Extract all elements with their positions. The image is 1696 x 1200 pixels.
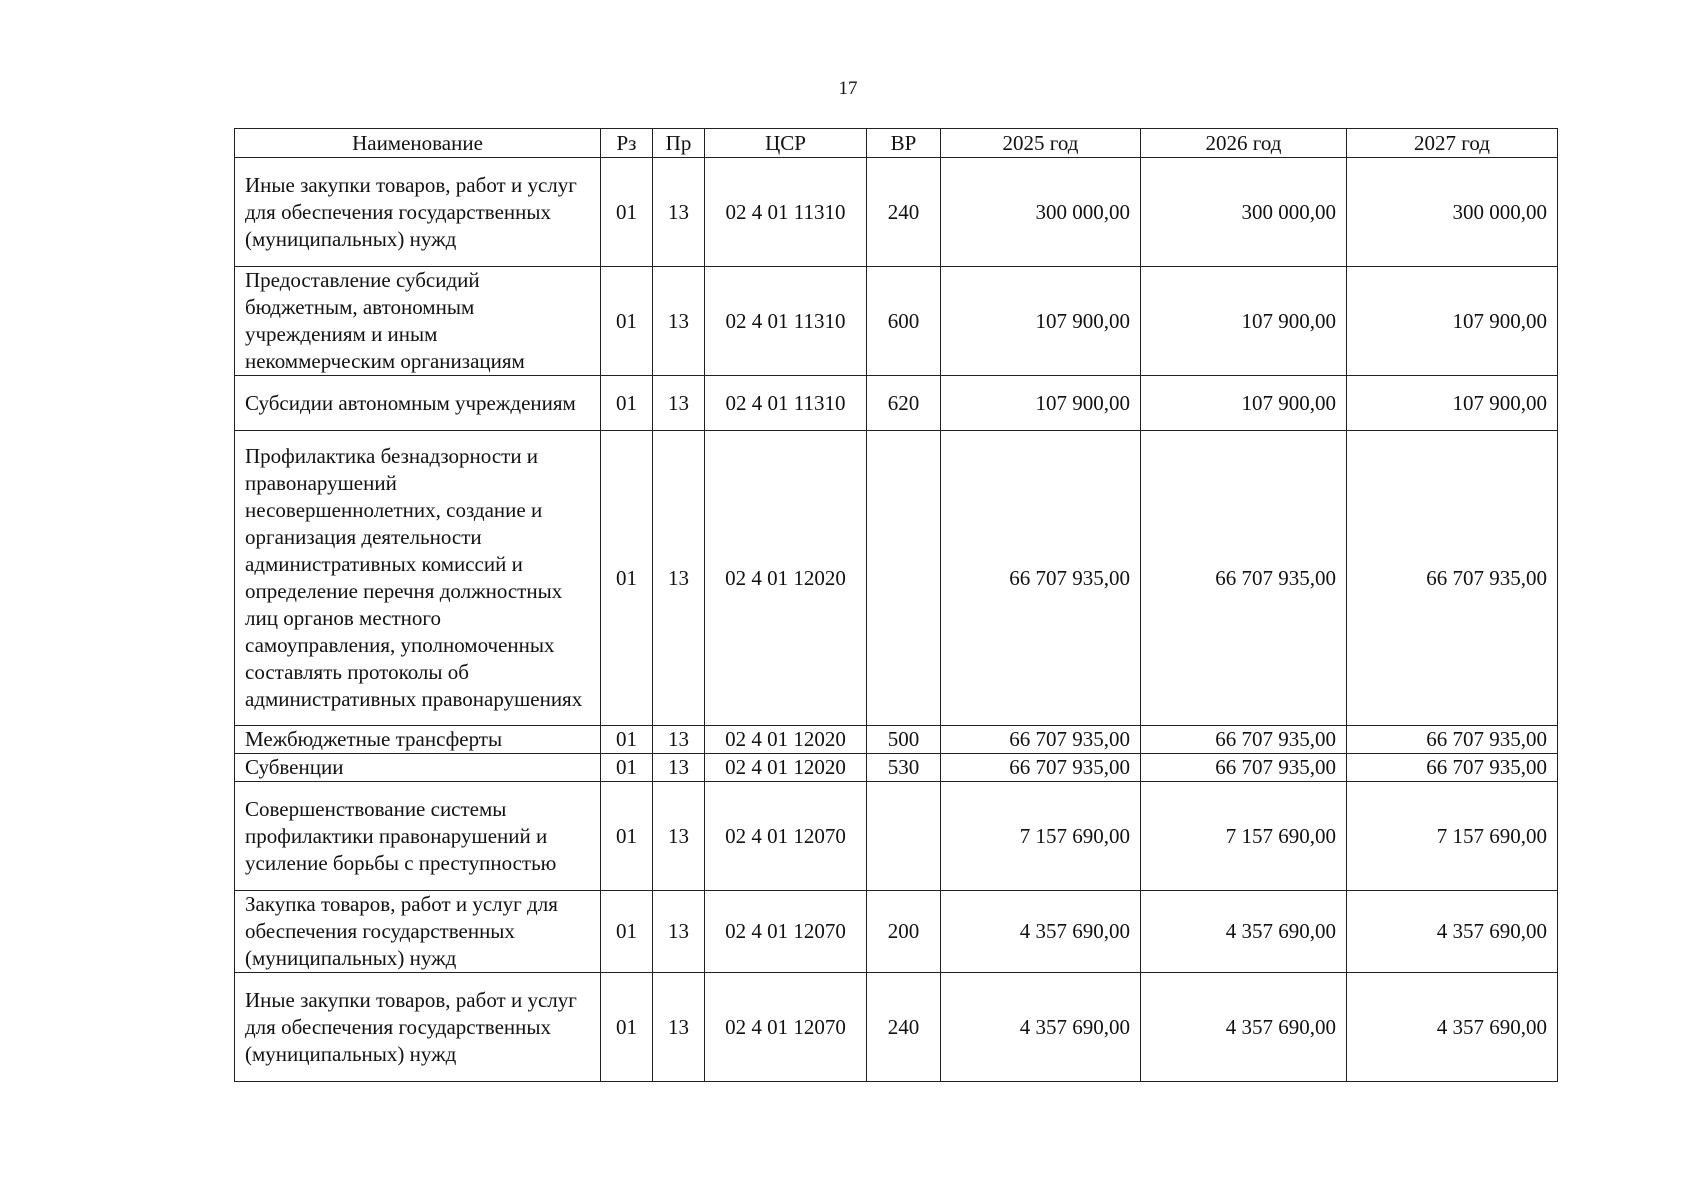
row-csr: 02 4 01 12070 [705, 973, 867, 1082]
row-pr: 13 [653, 431, 705, 726]
row-rz: 01 [601, 376, 653, 431]
row-2026: 107 900,00 [1141, 267, 1347, 376]
row-vr: 620 [867, 376, 941, 431]
row-2027: 66 707 935,00 [1347, 431, 1558, 726]
table-row [235, 754, 1558, 782]
row-2025: 66 707 935,00 [941, 726, 1141, 754]
header-vr: ВР [867, 129, 941, 158]
row-vr [867, 431, 941, 726]
row-name: Иные закупки товаров, работ и услуг для обеспечения государственных (муниципальных) нужд [235, 973, 601, 1082]
row-rz: 01 [601, 726, 653, 754]
row-2025: 300 000,00 [941, 158, 1141, 267]
row-csr: 02 4 01 12020 [705, 754, 867, 782]
row-2027: 300 000,00 [1347, 158, 1558, 267]
header-2025: 2025 год [941, 129, 1141, 158]
row-2025: 66 707 935,00 [941, 431, 1141, 726]
row-pr: 13 [653, 973, 705, 1082]
row-pr: 13 [653, 267, 705, 376]
row-name: Межбюджетные трансферты [235, 726, 601, 754]
row-name: Совершенствование системы профилактики правонарушений и усиление борьбы с преступностью [235, 782, 601, 891]
row-name: Иные закупки товаров, работ и услуг для обеспечения государственных (муниципальных) нужд [235, 158, 601, 267]
budget-table [234, 128, 1558, 1082]
row-rz: 01 [601, 782, 653, 891]
row-name: Предоставление субсидий бюджетным, автономным учреждениям и иным некоммерческим организациям [235, 267, 601, 376]
table-row [235, 267, 1558, 376]
row-rz: 01 [601, 973, 653, 1082]
row-2026: 107 900,00 [1141, 376, 1347, 431]
row-2025: 66 707 935,00 [941, 754, 1141, 782]
row-pr: 13 [653, 891, 705, 973]
header-row [235, 129, 1558, 158]
row-rz: 01 [601, 754, 653, 782]
row-rz: 01 [601, 267, 653, 376]
row-rz: 01 [601, 431, 653, 726]
header-name: Наименование [235, 129, 601, 158]
row-rz: 01 [601, 891, 653, 973]
row-vr: 600 [867, 267, 941, 376]
row-2026: 66 707 935,00 [1141, 754, 1347, 782]
row-2025: 107 900,00 [941, 267, 1141, 376]
table-row [235, 376, 1558, 431]
row-2026: 4 357 690,00 [1141, 973, 1347, 1082]
row-2027: 4 357 690,00 [1347, 973, 1558, 1082]
header-pr: Пр [653, 129, 705, 158]
row-2027: 7 157 690,00 [1347, 782, 1558, 891]
row-2026: 66 707 935,00 [1141, 431, 1347, 726]
row-name: Субвенции [235, 754, 601, 782]
row-2027: 107 900,00 [1347, 267, 1558, 376]
row-pr: 13 [653, 158, 705, 267]
row-vr [867, 782, 941, 891]
row-name: Закупка товаров, работ и услуг для обеспечения государственных (муниципальных) нужд [235, 891, 601, 973]
row-vr: 240 [867, 158, 941, 267]
row-vr: 200 [867, 891, 941, 973]
row-2025: 4 357 690,00 [941, 891, 1141, 973]
row-csr: 02 4 01 11310 [705, 376, 867, 431]
row-csr: 02 4 01 11310 [705, 158, 867, 267]
table-row [235, 158, 1558, 267]
row-2025: 7 157 690,00 [941, 782, 1141, 891]
row-2027: 66 707 935,00 [1347, 754, 1558, 782]
row-vr: 500 [867, 726, 941, 754]
table-row [235, 431, 1558, 726]
row-2027: 107 900,00 [1347, 376, 1558, 431]
row-name: Субсидии автономным учреждениям [235, 376, 601, 431]
row-csr: 02 4 01 12070 [705, 891, 867, 973]
row-pr: 13 [653, 376, 705, 431]
row-csr: 02 4 01 12020 [705, 726, 867, 754]
header-csr: ЦСР [705, 129, 867, 158]
table-row [235, 726, 1558, 754]
row-csr: 02 4 01 12020 [705, 431, 867, 726]
row-2025: 4 357 690,00 [941, 973, 1141, 1082]
row-2025: 107 900,00 [941, 376, 1141, 431]
row-name: Профилактика безнадзорности и правонарушений несовершеннолетних, создание и организация деятельности административных комиссий и определение перечня должностных лиц органов местного самоуправления, уполномоченных составлять протоколы об административных правонарушениях [235, 431, 601, 726]
row-csr: 02 4 01 11310 [705, 267, 867, 376]
table-row [235, 782, 1558, 891]
row-vr: 530 [867, 754, 941, 782]
row-2026: 4 357 690,00 [1141, 891, 1347, 973]
row-2026: 7 157 690,00 [1141, 782, 1347, 891]
row-csr: 02 4 01 12070 [705, 782, 867, 891]
row-pr: 13 [653, 726, 705, 754]
row-2026: 66 707 935,00 [1141, 726, 1347, 754]
table-row [235, 973, 1558, 1082]
row-pr: 13 [653, 782, 705, 891]
row-vr: 240 [867, 973, 941, 1082]
row-2027: 66 707 935,00 [1347, 726, 1558, 754]
row-pr: 13 [653, 754, 705, 782]
table-row [235, 891, 1558, 973]
row-2026: 300 000,00 [1141, 158, 1347, 267]
row-rz: 01 [601, 158, 653, 267]
header-2027: 2027 год [1347, 129, 1558, 158]
page-number: 17 [838, 78, 858, 99]
header-rz: Рз [601, 129, 653, 158]
header-2026: 2026 год [1141, 129, 1347, 158]
row-2027: 4 357 690,00 [1347, 891, 1558, 973]
